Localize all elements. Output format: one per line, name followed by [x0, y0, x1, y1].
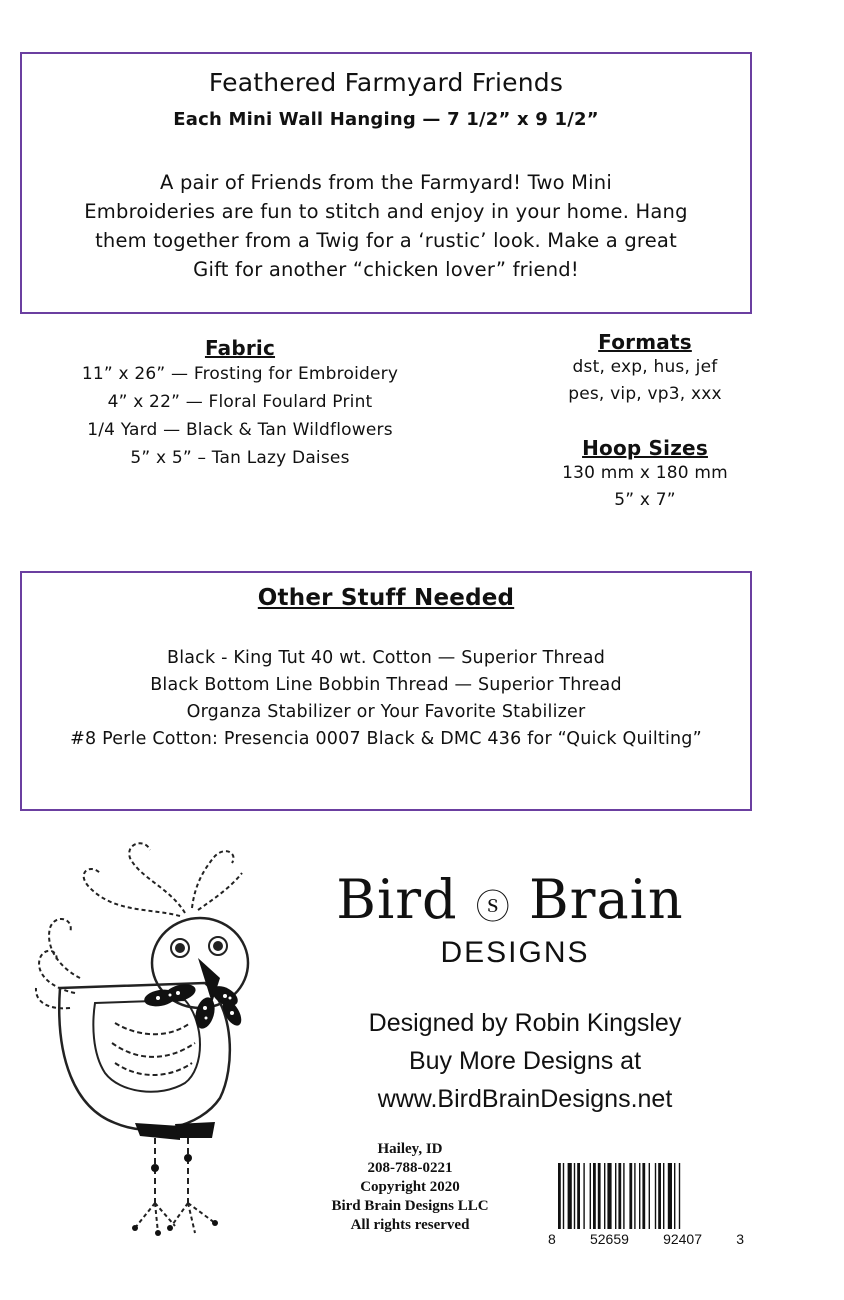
other-heading: Other Stuff Needed	[257, 585, 515, 611]
intro-line: Gift for another “chicken lover” friend!	[193, 258, 579, 281]
barcode-bar	[607, 1163, 611, 1229]
fabric-item: 11” x 26” — Frosting for Embroidery	[81, 364, 399, 384]
logo-word-brain: Brain	[528, 868, 684, 931]
barcode-bar	[615, 1163, 616, 1229]
logo-subtitle: DESIGNS	[440, 936, 590, 969]
fabric-heading: Fabric	[204, 336, 276, 360]
contact-phone: 208-788-0221	[367, 1160, 453, 1176]
barcode-bar	[568, 1163, 572, 1229]
fabric-item: 4” x 22” — Floral Foulard Print	[107, 392, 373, 412]
barcode-digit: 3	[736, 1231, 744, 1247]
barcode-bar	[558, 1163, 561, 1229]
formats-item: pes, vip, vp3, xxx	[568, 384, 722, 404]
other-item: #8 Perle Cotton: Presencia 0007 Black & DMC 436 for “Quick Quilting”	[70, 729, 702, 749]
chicken-illustration	[20, 828, 290, 1248]
barcode-bar	[618, 1163, 621, 1229]
other-item: Black - King Tut 40 wt. Cotton — Superior Thread	[166, 648, 606, 668]
barcode-bar	[593, 1163, 596, 1229]
barcode-digit: 52659	[589, 1231, 629, 1247]
logo-word-bird: Bird	[336, 868, 458, 931]
barcode-bars	[548, 1163, 744, 1237]
barcode-bar	[634, 1163, 635, 1229]
intro-text	[22, 168, 750, 284]
barcode-bar	[623, 1163, 624, 1229]
contact-company: Bird Brain Designs LLC	[331, 1198, 489, 1214]
barcode-bar	[674, 1163, 675, 1229]
contact-city: Hailey, ID	[377, 1141, 443, 1157]
barcode-bar	[563, 1163, 564, 1229]
barcode-bar	[583, 1163, 584, 1229]
pattern-subtitle: Each Mini Wall Hanging — 7 1/2” x 9 1/2”	[173, 109, 599, 130]
barcode-bar	[577, 1163, 580, 1229]
fabric-section	[40, 336, 440, 472]
barcode-digit: 92407	[663, 1231, 703, 1247]
other-item: Black Bottom Line Bobbin Thread — Superior Thread	[150, 675, 622, 695]
formats-item: dst, exp, hus, jef	[572, 357, 718, 377]
barcode-bar	[649, 1163, 650, 1229]
contact-info	[300, 1140, 520, 1235]
barcode-bar	[663, 1163, 664, 1229]
barcode-bar	[629, 1163, 632, 1229]
barcode-bar	[574, 1163, 575, 1229]
intro-line: them together from a Twig for a ‘rustic’ look. Make a great	[95, 229, 677, 252]
barcode-digit: 8	[548, 1231, 556, 1247]
hoop-item: 130 mm x 180 mm	[562, 463, 728, 483]
intro-line: A pair of Friends from the Farmyard! Two Mini	[160, 171, 612, 194]
website-link[interactable]: www.BirdBrainDesigns.net	[377, 1085, 673, 1113]
barcode-bar	[668, 1163, 672, 1229]
intro-line: Embroideries are fun to stitch and enjoy in your home. Hang	[84, 200, 688, 223]
hoop-heading: Hoop Sizes	[582, 436, 708, 460]
designer-line: Buy More Designs at	[408, 1047, 642, 1075]
formats-heading: Formats	[598, 330, 692, 354]
barcode-bar	[598, 1163, 601, 1229]
other-list	[22, 645, 750, 753]
hoop-item: 5” x 7”	[614, 490, 676, 510]
barcode-bar	[604, 1163, 605, 1229]
formats-section	[540, 330, 750, 514]
barcode-bar	[679, 1163, 680, 1229]
contact-copyright: Copyright 2020	[360, 1179, 460, 1195]
barcode-bar	[639, 1163, 640, 1229]
swirl-icon: ⓢ	[475, 887, 511, 928]
barcode-bar	[590, 1163, 591, 1229]
other-stuff-box	[20, 571, 752, 811]
barcode-bar	[658, 1163, 661, 1229]
pattern-title: Feathered Farmyard Friends	[208, 68, 564, 97]
designer-info	[300, 1004, 750, 1118]
barcode-bar	[642, 1163, 645, 1229]
fabric-item: 1/4 Yard — Black & Tan Wildflowers	[87, 420, 393, 440]
contact-rights: All rights reserved	[350, 1217, 470, 1233]
logo-wordmark	[330, 868, 690, 931]
fabric-item: 5” x 5” – Tan Lazy Daises	[130, 448, 350, 468]
other-item: Organza Stabilizer or Your Favorite Stabilizer	[186, 702, 586, 722]
barcode	[548, 1163, 744, 1257]
intro-box	[20, 52, 752, 314]
barcode-bar	[655, 1163, 656, 1229]
designer-line: Designed by Robin Kingsley	[368, 1009, 682, 1037]
